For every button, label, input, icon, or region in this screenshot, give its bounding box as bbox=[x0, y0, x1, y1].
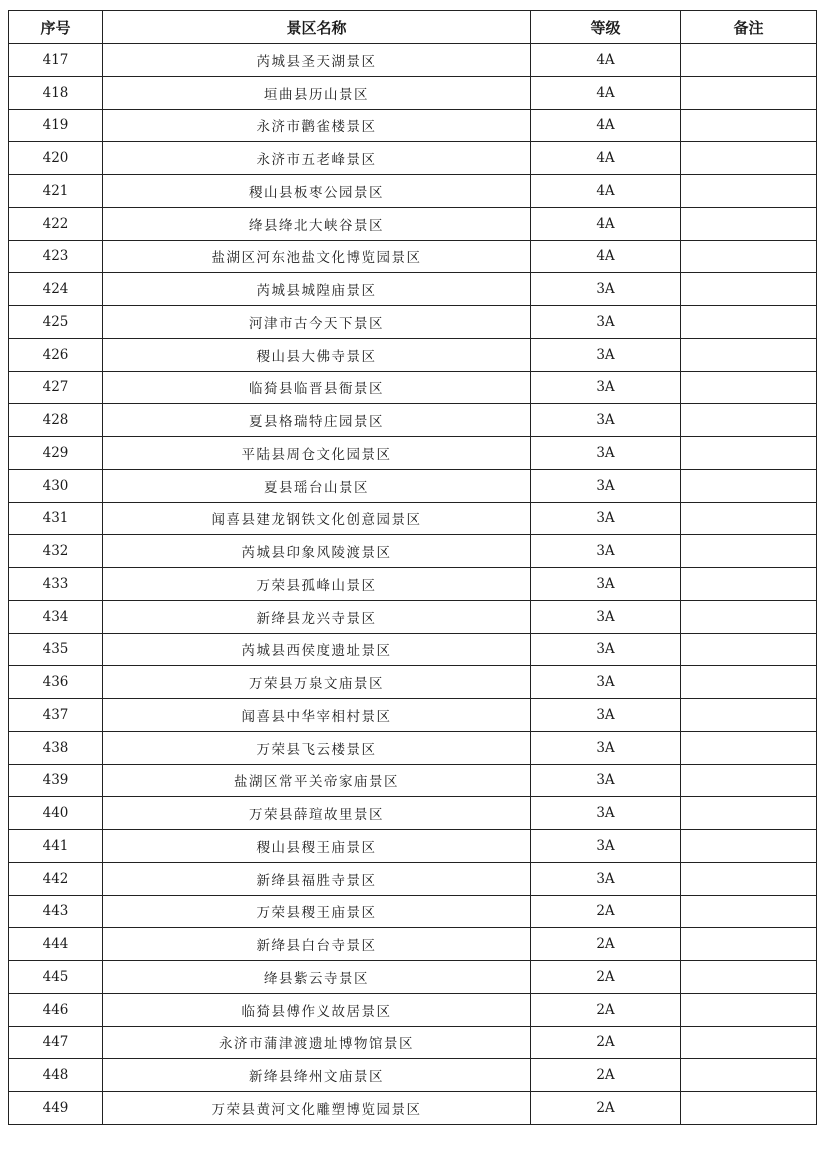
table-row bbox=[9, 404, 817, 437]
cell-scenic-name: 闻喜县建龙钢铁文化创意园景区 bbox=[103, 502, 531, 535]
table-row bbox=[9, 338, 817, 371]
cell-scenic-name: 万荣县黄河文化雕塑博览园景区 bbox=[103, 1092, 531, 1125]
cell-serial-number: 442 bbox=[9, 862, 103, 895]
cell-scenic-name: 新绛县白台寺景区 bbox=[103, 928, 531, 961]
header-scenic-name: 景区名称 bbox=[103, 11, 531, 44]
cell-serial-number: 430 bbox=[9, 469, 103, 502]
cell-serial-number: 434 bbox=[9, 600, 103, 633]
cell-serial-number: 444 bbox=[9, 928, 103, 961]
cell-remarks bbox=[681, 862, 817, 895]
cell-serial-number: 443 bbox=[9, 895, 103, 928]
cell-scenic-name: 万荣县稷王庙景区 bbox=[103, 895, 531, 928]
cell-serial-number: 439 bbox=[9, 764, 103, 797]
cell-level: 3A bbox=[531, 502, 681, 535]
cell-remarks bbox=[681, 1026, 817, 1059]
cell-level: 2A bbox=[531, 1059, 681, 1092]
cell-serial-number: 427 bbox=[9, 371, 103, 404]
table-body bbox=[9, 44, 817, 1125]
cell-remarks bbox=[681, 568, 817, 601]
table-row bbox=[9, 830, 817, 863]
cell-scenic-name: 稷山县板枣公园景区 bbox=[103, 175, 531, 208]
table-row bbox=[9, 44, 817, 77]
cell-serial-number: 449 bbox=[9, 1092, 103, 1125]
cell-scenic-name: 盐湖区河东池盐文化博览园景区 bbox=[103, 240, 531, 273]
cell-level: 3A bbox=[531, 600, 681, 633]
cell-remarks bbox=[681, 404, 817, 437]
cell-scenic-name: 新绛县绛州文庙景区 bbox=[103, 1059, 531, 1092]
cell-remarks bbox=[681, 207, 817, 240]
cell-scenic-name: 万荣县飞云楼景区 bbox=[103, 731, 531, 764]
cell-scenic-name: 临猗县临晋县衙景区 bbox=[103, 371, 531, 404]
cell-level: 3A bbox=[531, 404, 681, 437]
table-row bbox=[9, 764, 817, 797]
cell-remarks bbox=[681, 273, 817, 306]
cell-remarks bbox=[681, 797, 817, 830]
cell-serial-number: 447 bbox=[9, 1026, 103, 1059]
cell-scenic-name: 夏县格瑞特庄园景区 bbox=[103, 404, 531, 437]
cell-remarks bbox=[681, 109, 817, 142]
cell-level: 3A bbox=[531, 830, 681, 863]
cell-serial-number: 441 bbox=[9, 830, 103, 863]
cell-level: 4A bbox=[531, 44, 681, 77]
cell-level: 2A bbox=[531, 895, 681, 928]
cell-scenic-name: 芮城县圣天湖景区 bbox=[103, 44, 531, 77]
table-header bbox=[9, 11, 817, 44]
cell-scenic-name: 新绛县龙兴寺景区 bbox=[103, 600, 531, 633]
cell-scenic-name: 盐湖区常平关帝家庙景区 bbox=[103, 764, 531, 797]
cell-remarks bbox=[681, 175, 817, 208]
table-row bbox=[9, 207, 817, 240]
cell-scenic-name: 稷山县大佛寺景区 bbox=[103, 338, 531, 371]
cell-serial-number: 436 bbox=[9, 666, 103, 699]
cell-serial-number: 417 bbox=[9, 44, 103, 77]
cell-remarks bbox=[681, 338, 817, 371]
table-row bbox=[9, 273, 817, 306]
cell-serial-number: 428 bbox=[9, 404, 103, 437]
cell-level: 3A bbox=[531, 568, 681, 601]
table-row bbox=[9, 600, 817, 633]
cell-level: 3A bbox=[531, 699, 681, 732]
cell-level: 4A bbox=[531, 175, 681, 208]
cell-scenic-name: 芮城县西侯度遗址景区 bbox=[103, 633, 531, 666]
cell-remarks bbox=[681, 1092, 817, 1125]
cell-serial-number: 438 bbox=[9, 731, 103, 764]
cell-scenic-name: 芮城县城隍庙景区 bbox=[103, 273, 531, 306]
cell-level: 3A bbox=[531, 764, 681, 797]
cell-serial-number: 432 bbox=[9, 535, 103, 568]
table-row bbox=[9, 928, 817, 961]
cell-level: 3A bbox=[531, 797, 681, 830]
cell-remarks bbox=[681, 993, 817, 1026]
cell-level: 4A bbox=[531, 207, 681, 240]
cell-remarks bbox=[681, 240, 817, 273]
table-row bbox=[9, 666, 817, 699]
cell-scenic-name: 绛县紫云寺景区 bbox=[103, 961, 531, 994]
cell-serial-number: 422 bbox=[9, 207, 103, 240]
cell-remarks bbox=[681, 44, 817, 77]
cell-level: 2A bbox=[531, 993, 681, 1026]
cell-scenic-name: 永济市鹳雀楼景区 bbox=[103, 109, 531, 142]
table-row bbox=[9, 1059, 817, 1092]
cell-level: 3A bbox=[531, 535, 681, 568]
cell-scenic-name: 绛县绛北大峡谷景区 bbox=[103, 207, 531, 240]
cell-serial-number: 425 bbox=[9, 306, 103, 339]
cell-level: 3A bbox=[531, 731, 681, 764]
cell-level: 2A bbox=[531, 1026, 681, 1059]
cell-serial-number: 433 bbox=[9, 568, 103, 601]
table-row bbox=[9, 240, 817, 273]
table-row bbox=[9, 993, 817, 1026]
cell-remarks bbox=[681, 961, 817, 994]
cell-scenic-name: 稷山县稷王庙景区 bbox=[103, 830, 531, 863]
cell-scenic-name: 闻喜县中华宰相村景区 bbox=[103, 699, 531, 732]
cell-level: 3A bbox=[531, 469, 681, 502]
table-row bbox=[9, 535, 817, 568]
cell-scenic-name: 平陆县周仓文化园景区 bbox=[103, 437, 531, 470]
cell-scenic-name: 万荣县孤峰山景区 bbox=[103, 568, 531, 601]
cell-remarks bbox=[681, 895, 817, 928]
cell-remarks bbox=[681, 76, 817, 109]
cell-serial-number: 429 bbox=[9, 437, 103, 470]
cell-serial-number: 423 bbox=[9, 240, 103, 273]
cell-scenic-name: 新绛县福胜寺景区 bbox=[103, 862, 531, 895]
cell-level: 3A bbox=[531, 273, 681, 306]
cell-remarks bbox=[681, 535, 817, 568]
table-row bbox=[9, 568, 817, 601]
cell-serial-number: 440 bbox=[9, 797, 103, 830]
cell-scenic-name: 河津市古今天下景区 bbox=[103, 306, 531, 339]
cell-level: 4A bbox=[531, 76, 681, 109]
cell-remarks bbox=[681, 306, 817, 339]
table-row bbox=[9, 142, 817, 175]
cell-remarks bbox=[681, 142, 817, 175]
cell-serial-number: 418 bbox=[9, 76, 103, 109]
cell-remarks bbox=[681, 371, 817, 404]
cell-level: 3A bbox=[531, 338, 681, 371]
cell-remarks bbox=[681, 731, 817, 764]
cell-level: 3A bbox=[531, 862, 681, 895]
table-row bbox=[9, 502, 817, 535]
cell-remarks bbox=[681, 469, 817, 502]
cell-level: 3A bbox=[531, 633, 681, 666]
cell-remarks bbox=[681, 1059, 817, 1092]
cell-scenic-name: 万荣县薛瑄故里景区 bbox=[103, 797, 531, 830]
table-row bbox=[9, 895, 817, 928]
cell-level: 4A bbox=[531, 142, 681, 175]
cell-serial-number: 420 bbox=[9, 142, 103, 175]
cell-serial-number: 431 bbox=[9, 502, 103, 535]
cell-serial-number: 448 bbox=[9, 1059, 103, 1092]
header-remarks: 备注 bbox=[681, 11, 817, 44]
cell-remarks bbox=[681, 830, 817, 863]
cell-scenic-name: 夏县瑶台山景区 bbox=[103, 469, 531, 502]
header-row bbox=[9, 11, 817, 44]
table-row bbox=[9, 731, 817, 764]
cell-level: 2A bbox=[531, 961, 681, 994]
table-row bbox=[9, 306, 817, 339]
cell-serial-number: 419 bbox=[9, 109, 103, 142]
cell-level: 3A bbox=[531, 306, 681, 339]
table-row bbox=[9, 961, 817, 994]
cell-level: 3A bbox=[531, 666, 681, 699]
header-level: 等级 bbox=[531, 11, 681, 44]
cell-scenic-name: 永济市蒲津渡遗址博物馆景区 bbox=[103, 1026, 531, 1059]
cell-serial-number: 437 bbox=[9, 699, 103, 732]
table-row bbox=[9, 1092, 817, 1125]
table-row bbox=[9, 109, 817, 142]
cell-serial-number: 421 bbox=[9, 175, 103, 208]
cell-remarks bbox=[681, 928, 817, 961]
table-row bbox=[9, 633, 817, 666]
cell-level: 3A bbox=[531, 371, 681, 404]
cell-level: 3A bbox=[531, 437, 681, 470]
cell-scenic-name: 芮城县印象风陵渡景区 bbox=[103, 535, 531, 568]
cell-serial-number: 424 bbox=[9, 273, 103, 306]
table-row bbox=[9, 797, 817, 830]
cell-remarks bbox=[681, 502, 817, 535]
scenic-area-table bbox=[8, 10, 817, 1125]
cell-remarks bbox=[681, 437, 817, 470]
cell-serial-number: 446 bbox=[9, 993, 103, 1026]
cell-level: 4A bbox=[531, 109, 681, 142]
table-row bbox=[9, 469, 817, 502]
header-serial-number: 序号 bbox=[9, 11, 103, 44]
cell-remarks bbox=[681, 666, 817, 699]
table-row bbox=[9, 862, 817, 895]
cell-scenic-name: 垣曲县历山景区 bbox=[103, 76, 531, 109]
cell-remarks bbox=[681, 633, 817, 666]
cell-remarks bbox=[681, 764, 817, 797]
cell-scenic-name: 万荣县万泉文庙景区 bbox=[103, 666, 531, 699]
cell-remarks bbox=[681, 699, 817, 732]
table-row bbox=[9, 76, 817, 109]
cell-serial-number: 426 bbox=[9, 338, 103, 371]
cell-level: 4A bbox=[531, 240, 681, 273]
cell-level: 2A bbox=[531, 928, 681, 961]
table-row bbox=[9, 699, 817, 732]
cell-remarks bbox=[681, 600, 817, 633]
cell-scenic-name: 临猗县傅作义故居景区 bbox=[103, 993, 531, 1026]
table-row bbox=[9, 175, 817, 208]
cell-level: 2A bbox=[531, 1092, 681, 1125]
table-row bbox=[9, 437, 817, 470]
cell-serial-number: 445 bbox=[9, 961, 103, 994]
table-row bbox=[9, 371, 817, 404]
table-row bbox=[9, 1026, 817, 1059]
cell-scenic-name: 永济市五老峰景区 bbox=[103, 142, 531, 175]
cell-serial-number: 435 bbox=[9, 633, 103, 666]
